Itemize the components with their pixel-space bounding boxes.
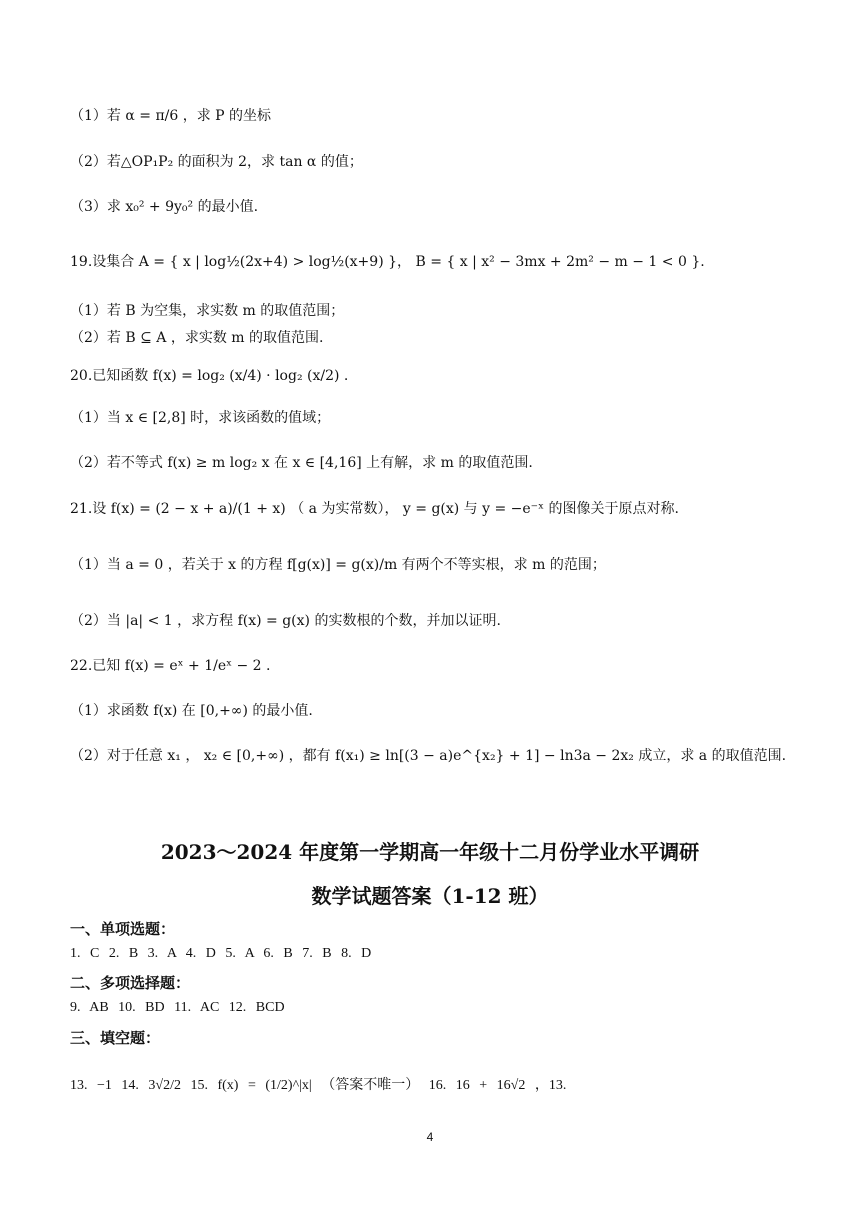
q20-part2: （2）若不等式 f(x) ≥ m log₂ x 在 x ∈ [4,16] 上有解，求 m 的取值范围. xyxy=(70,455,533,471)
page-number: 4 xyxy=(426,1130,434,1144)
q22-statement: 22.已知 f(x) = eˣ + 1/eˣ − 2 . xyxy=(70,658,271,674)
q19-part1: （1）若 B 为空集，求实数 m 的取值范围； xyxy=(70,303,345,319)
q18-part2: （2）若△OP₁P₂ 的面积为 2，求 tan α 的值； xyxy=(70,154,363,170)
q18-part3: （3）求 x₀² + 9y₀² 的最小值. xyxy=(70,199,259,215)
answers-single-choice: 1. C 2. B 3. A 4. D 5. A 6. B 7. B 8. D xyxy=(70,946,372,961)
answers-multi-choice: 9. AB 10. BD 11. AC 12. BCD xyxy=(70,1000,285,1015)
q20-part1: （1）当 x ∈ [2,8] 时，求该函数的值域； xyxy=(70,410,331,426)
answer-subtitle: 数学试题答案（1-12 班） xyxy=(311,884,549,908)
section-single-choice: 一、单项选题： xyxy=(70,920,176,938)
q22-part1: （1）求函数 f(x) 在 [0,+∞) 的最小值. xyxy=(70,703,313,719)
q19-part2: （2）若 B ⊆ A ，求实数 m 的取值范围. xyxy=(70,330,324,346)
section-multi-choice: 二、多项选择题： xyxy=(70,974,191,992)
q18-part1: （1）若 α = π/6 ，求 P 的坐标 xyxy=(70,108,272,124)
q21-part2: （2）当 |a| < 1 ，求方程 f(x) = g(x) 的实数根的个数，并加以证明. xyxy=(70,613,501,629)
section-fill-in: 三、填空题： xyxy=(70,1029,161,1047)
q19-statement: 19.设集合 A = { x | log½(2x+4) > log½(x+9) }， B = { x | x² − 3mx + 2m² − m − 1 < 0 }. xyxy=(70,254,705,270)
q22-part2: （2）对于任意 x₁ ， x₂ ∈ [0,+∞) ，都有 f(x₁) ≥ ln[(3 − a)e^{x₂} + 1] − ln3a − 2x₂ 成立，求 a 的取值范围. xyxy=(70,748,787,764)
q20-statement: 20.已知函数 f(x) = log₂ (x/4) · log₂ (x/2) . xyxy=(70,368,349,384)
q21-part1: （1）当 a = 0 ，若关于 x 的方程 f[g(x)] = g(x)/m 有两个不等实根，求 m 的范围； xyxy=(70,557,606,573)
answer-title: 2023～2024 年度第一学期高一年级十二月份学业水平调研 xyxy=(160,840,700,864)
answers-fill-in: 13. −1 14. 3√2/2 15. f(x) = (1/2)^|x| （答案不唯一） 16. 16 + 16√2 ，13. xyxy=(70,1078,567,1093)
q21-statement: 21.设 f(x) = (2 − x + a)/(1 + x) （ a 为实常数）， y = g(x) 与 y = −e⁻ˣ 的图像关于原点对称. xyxy=(70,501,679,517)
